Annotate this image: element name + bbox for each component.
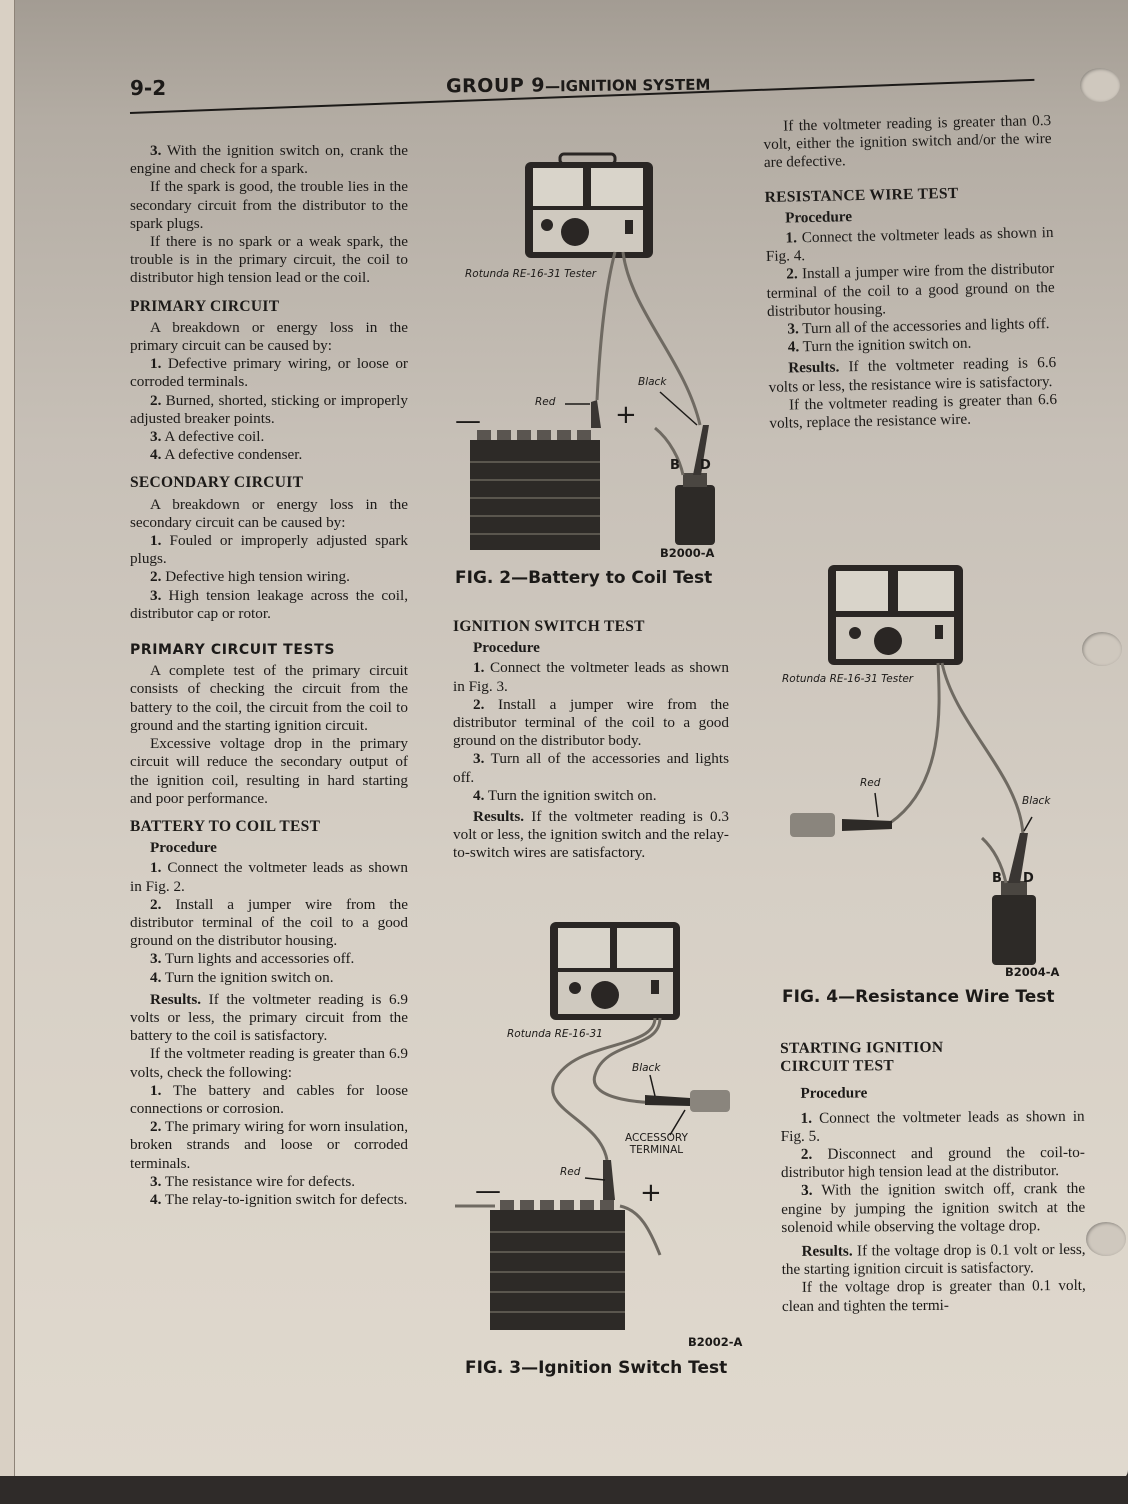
procedure-step: 2. Disconnect and ground the coil-to-distributor high tension lead at the distributor. [780, 1143, 1085, 1182]
middle-column [453, 608, 729, 863]
section-heading-continued: CIRCUIT TEST [780, 1057, 895, 1076]
procedure-step: 4. Turn the ignition switch on. [150, 968, 334, 986]
procedure-step: 1. Connect the voltmeter leads as shown in Fig. 2. [130, 859, 408, 895]
tester-label: Rotunda RE-16-31 Tester [782, 673, 914, 685]
paragraph: A breakdown or energy loss in the secondary circuit can be caused by: [130, 495, 408, 531]
tester-switch-coil-illustration [770, 555, 1070, 975]
d-terminal-label: D [700, 458, 711, 473]
figure-code: B2002-A [688, 1335, 743, 1349]
positive-symbol: + [615, 400, 637, 430]
red-lead-label: Red [535, 396, 556, 408]
punch-hole [1080, 68, 1120, 102]
paragraph: A complete test of the primary circuit consists of checking the circuit from the battery to the coil, the circuit from the coil to ground and the starting ignition circuit. [130, 662, 408, 734]
black-lead-label: Black [1022, 795, 1051, 807]
paragraph: A breakdown or energy loss in the primary circuit can be caused by: [130, 318, 408, 355]
black-lead-label: Black [632, 1062, 661, 1074]
procedure-step: 1. Connect the voltmeter leads as shown in Fig. 4. [765, 223, 1054, 266]
procedure-step: 1. Connect the voltmeter leads as shown in Fig. 5. [780, 1107, 1085, 1145]
right-column-top [763, 112, 1058, 433]
procedure-label: Procedure [473, 639, 540, 657]
list-item: 1. Defective primary wiring, or loose or corroded terminals. [130, 355, 408, 391]
section-heading-primary-circuit-tests: PRIMARY CIRCUIT TESTS [130, 642, 336, 659]
negative-symbol: — [475, 1176, 501, 1206]
step-paragraph: 3. With the ignition switch on, crank the engine and check for a spark. [130, 142, 408, 178]
section-heading-resistance-wire-test: RESISTANCE WIRE TEST [764, 184, 959, 206]
tester-battery-switch-illustration [455, 910, 755, 1350]
paragraph: If the voltmeter reading is greater than 0.3 volt, either the ignition switch and/or the wire are defective. [763, 111, 1052, 172]
procedure-step: 4. Turn the ignition switch on. [787, 334, 972, 356]
procedure-step: 3. Turn lights and accessories off. [150, 950, 355, 968]
procedure-step: 3. Turn all of the accessories and lights off. [787, 315, 1050, 338]
figure-caption: FIG. 3—Ignition Switch Test [465, 1358, 728, 1378]
procedure-step: 3. With the ignition switch off, crank the engine by jumping the ignition switch at the solenoid while observing the voltage drop. [781, 1180, 1086, 1236]
d-terminal-label: D [1023, 871, 1034, 886]
negative-symbol: — [455, 406, 481, 436]
procedure-step: 3. Turn all of the accessories and lights off. [453, 750, 729, 786]
figure-4-resistance-wire [770, 555, 1070, 1015]
punch-hole [1082, 632, 1122, 666]
procedure-step: 1. Connect the voltmeter leads as shown in Fig. 3. [453, 659, 729, 695]
paragraph: If the voltmeter reading is greater than 6.9 volts, check the following: [130, 1045, 408, 1081]
tester-label: Rotunda RE-16-31 [507, 1028, 603, 1040]
procedure-label: Procedure [150, 839, 217, 857]
left-column [130, 142, 408, 1209]
check-item: 2. The primary wiring for worn insulation, broken strands and loose or corroded terminals. [130, 1118, 408, 1172]
page-edge [0, 0, 15, 1480]
page-number: 9-2 [130, 76, 167, 100]
group-subtitle: —IGNITION SYSTEM [544, 75, 711, 96]
section-heading-secondary-circuit: SECONDARY CIRCUIT [130, 474, 304, 492]
figure-3-ignition-switch [455, 910, 755, 1385]
procedure-step: 2. Install a jumper wire from the distributor terminal of the coil to a good ground on the distributor housing. [766, 260, 1055, 320]
procedure-label: Procedure [784, 207, 853, 227]
list-item: 3. High tension leakage across the coil, distributor cap or rotor. [130, 586, 408, 622]
list-item: 1. Fouled or improperly adjusted spark plugs. [130, 532, 408, 568]
figure-code: B2004-A [1005, 965, 1060, 979]
red-lead-label: Red [560, 1166, 581, 1178]
paragraph: Excessive voltage drop in the primary circuit will reduce the secondary output of the ignition coil, resulting in hard starting and poor performance. [130, 735, 408, 807]
check-item: 3. The resistance wire for defects. [150, 1172, 356, 1190]
section-heading-ignition-switch-test: IGNITION SWITCH TEST [453, 618, 645, 635]
paragraph: If the voltage drop is greater than 0.1 volt, clean and tighten the termi- [781, 1277, 1086, 1315]
paragraph: If the voltmeter reading is greater than 6.6 volts, replace the resistance wire. [769, 390, 1058, 432]
black-lead-label: Black [638, 376, 667, 388]
section-heading-starting-ignition-circuit-test: STARTING IGNITION [780, 1038, 944, 1057]
positive-symbol: + [640, 1178, 662, 1208]
paragraph: If the spark is good, the trouble lies in the secondary circuit from the distributor to the spark plugs. [130, 178, 408, 232]
results-paragraph: Results. If the voltage drop is 0.1 volt or less, the starting ignition circuit is satisfactory. [781, 1240, 1086, 1279]
results-paragraph: Results. If the voltmeter reading is 6.9 volts or less, the primary circuit from the battery to the coil is satisfactory. [130, 990, 408, 1045]
figure-caption: FIG. 2—Battery to Coil Test [455, 568, 713, 588]
punch-hole [1086, 1222, 1126, 1256]
procedure-step: 4. Turn the ignition switch on. [473, 786, 657, 804]
list-item: 4. A defective condenser. [150, 446, 303, 464]
tester-label: Rotunda RE-16-31 Tester [465, 268, 597, 280]
accessory-terminal-label: ACCESSORY TERMINAL [625, 1132, 688, 1156]
b-terminal-label: B [992, 871, 1002, 886]
red-lead-label: Red [860, 777, 881, 789]
check-item: 1. The battery and cables for loose connections or corrosion. [130, 1081, 408, 1117]
section-heading-primary-circuit: PRIMARY CIRCUIT [130, 297, 280, 315]
procedure-label: Procedure [800, 1084, 868, 1103]
list-item: 2. Defective high tension wiring. [150, 568, 350, 586]
right-column-bottom [780, 1028, 1086, 1316]
figure-2-battery-to-coil [455, 140, 755, 590]
list-item: 3. A defective coil. [150, 428, 265, 446]
page-header [130, 70, 1030, 110]
figure-caption: FIG. 4—Resistance Wire Test [782, 987, 1055, 1007]
b-terminal-label: B [670, 458, 680, 473]
procedure-step: 2. Install a jumper wire from the distributor terminal of the coil to a good ground on the distributor body. [453, 695, 729, 750]
results-paragraph: Results. If the voltmeter reading is 6.6 volts or less, the resistance wire is satisfactory. [768, 354, 1057, 396]
check-item: 4. The relay-to-ignition switch for defects. [150, 1190, 408, 1208]
paragraph: If there is no spark or a weak spark, the trouble is in the primary circuit, the coil to distributor high tension lead or the coil. [130, 233, 408, 287]
section-heading-battery-to-coil-test: BATTERY TO COIL TEST [130, 817, 321, 835]
figure-code: B2000-A [660, 546, 715, 560]
results-paragraph: Results. If the voltmeter reading is 0.3 volt or less, the ignition switch and the relay-to-switch wires are satisfactory. [453, 808, 729, 862]
list-item: 2. Burned, shorted, sticking or improperly adjusted breaker points. [130, 391, 408, 427]
tester-battery-coil-illustration [455, 140, 755, 560]
table-surface [0, 1476, 1128, 1504]
procedure-step: 2. Install a jumper wire from the distributor terminal of the coil to a good ground on the distributor housing. [130, 895, 408, 950]
group-label: GROUP 9 [445, 74, 546, 98]
